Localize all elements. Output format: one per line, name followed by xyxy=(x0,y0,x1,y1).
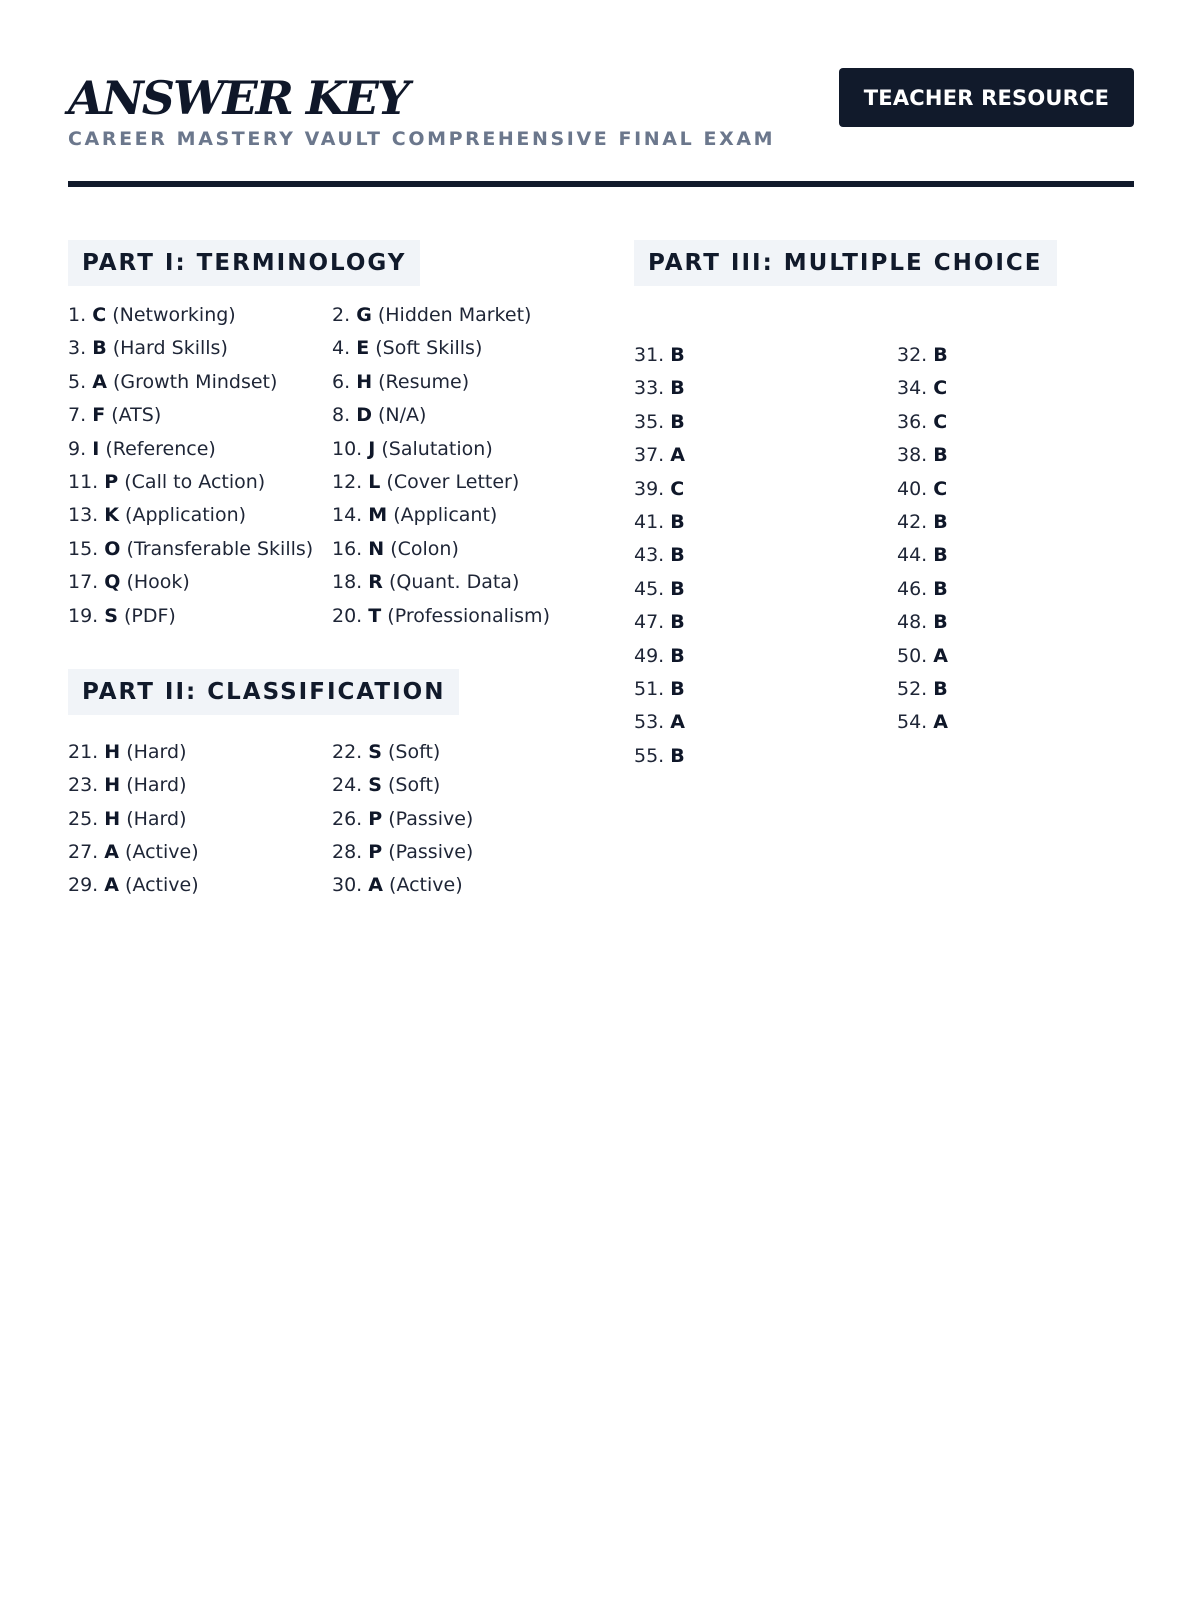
answer-term: (PDF) xyxy=(124,604,176,627)
question-number: 22. xyxy=(332,740,363,763)
answer-item xyxy=(897,342,1134,375)
question-number: 1. xyxy=(68,304,87,326)
answer-letter: A xyxy=(104,841,119,864)
question-number: 21. xyxy=(68,740,99,763)
question-number: 55. xyxy=(634,744,665,767)
question-number: 47. xyxy=(634,611,665,634)
question-number: 20. xyxy=(332,604,363,627)
answer-key-page xyxy=(68,0,1134,897)
answer-letter: H xyxy=(356,370,373,393)
part3-heading: PART III: MULTIPLE CHOICE xyxy=(634,240,1057,286)
question-number: 37. xyxy=(634,444,665,467)
answer-item xyxy=(68,369,332,402)
question-number: 40. xyxy=(897,477,928,500)
question-number: 38. xyxy=(897,444,928,467)
answer-letter: B xyxy=(933,577,948,600)
answer-item xyxy=(634,576,897,609)
answer-letter: C xyxy=(933,377,948,400)
answer-item xyxy=(634,643,897,676)
answer-item xyxy=(68,335,332,368)
question-number: 9. xyxy=(68,437,87,460)
question-number: 30. xyxy=(332,874,363,897)
question-number: 29. xyxy=(68,874,99,897)
answer-letter: B xyxy=(670,644,685,667)
answer-letter: B xyxy=(92,337,107,360)
question-number: 49. xyxy=(634,644,665,667)
answer-item xyxy=(332,302,588,335)
answer-item xyxy=(332,536,588,569)
answer-item xyxy=(634,743,897,776)
answer-item xyxy=(897,576,1134,609)
answer-letter: A xyxy=(670,711,685,734)
answer-item xyxy=(897,442,1134,475)
answer-item xyxy=(897,709,1134,742)
question-number: 33. xyxy=(634,377,665,400)
answer-letter: A xyxy=(368,874,383,897)
answer-item xyxy=(332,436,588,469)
question-number: 31. xyxy=(634,344,665,366)
answer-item xyxy=(634,409,897,442)
answer-letter: C xyxy=(933,410,948,433)
answer-item xyxy=(332,502,588,535)
answer-term: (Application) xyxy=(125,504,247,527)
answer-letter: S xyxy=(368,774,382,797)
answer-term: (Networking) xyxy=(112,304,236,326)
answer-letter: P xyxy=(104,470,119,493)
answer-item xyxy=(332,369,588,402)
answer-letter: B xyxy=(933,544,948,567)
answer-term: (ATS) xyxy=(111,404,162,427)
answer-letter: F xyxy=(92,404,106,427)
answer-item xyxy=(68,872,332,905)
question-number: 14. xyxy=(332,504,363,527)
teacher-resource-badge: TEACHER RESOURCE xyxy=(839,68,1134,127)
question-number: 50. xyxy=(897,644,928,667)
question-number: 45. xyxy=(634,577,665,600)
answer-letter: H xyxy=(104,807,121,830)
question-number: 6. xyxy=(332,370,351,393)
question-number: 15. xyxy=(68,537,99,560)
answer-item xyxy=(332,469,588,502)
answer-item xyxy=(68,469,332,502)
answer-term: (Resume) xyxy=(378,370,470,393)
answer-letter: O xyxy=(104,537,121,560)
question-number: 44. xyxy=(897,544,928,567)
question-number: 19. xyxy=(68,604,99,627)
answer-item xyxy=(897,509,1134,542)
page-header xyxy=(68,0,1134,188)
question-number: 54. xyxy=(897,711,928,734)
answer-letter: B xyxy=(670,577,685,600)
answer-item xyxy=(332,603,588,636)
answer-item xyxy=(68,806,332,839)
answer-letter: J xyxy=(368,437,376,460)
answer-term: (Hook) xyxy=(126,571,190,594)
answer-letter: E xyxy=(356,337,370,360)
question-number: 34. xyxy=(897,377,928,400)
answer-item xyxy=(332,839,588,872)
question-number: 5. xyxy=(68,370,87,393)
answer-term: (N/A) xyxy=(378,404,427,427)
answer-letter: S xyxy=(104,604,118,627)
part2-answer-list xyxy=(68,739,588,906)
answer-letter: N xyxy=(368,537,385,560)
answer-item xyxy=(68,772,332,805)
answer-letter: M xyxy=(368,504,388,527)
question-number: 11. xyxy=(68,470,99,493)
answer-term: (Hidden Market) xyxy=(377,304,532,326)
answer-item xyxy=(68,302,332,335)
question-number: 26. xyxy=(332,807,363,830)
answer-letter: B xyxy=(933,344,948,366)
question-number: 28. xyxy=(332,841,363,864)
question-number: 48. xyxy=(897,611,928,634)
part1-heading: PART I: TERMINOLOGY xyxy=(68,240,420,286)
answer-item xyxy=(68,502,332,535)
answer-letter: A xyxy=(933,644,948,667)
answer-term: (Passive) xyxy=(388,841,474,864)
part2-heading: PART II: CLASSIFICATION xyxy=(68,669,459,715)
question-number: 52. xyxy=(897,677,928,700)
answer-item xyxy=(332,335,588,368)
answer-item xyxy=(68,402,332,435)
question-number: 2. xyxy=(332,304,351,326)
answer-term: (Professionalism) xyxy=(387,604,550,627)
question-number: 23. xyxy=(68,774,99,797)
answer-letter: B xyxy=(933,677,948,700)
answer-letter: K xyxy=(104,504,119,527)
left-column xyxy=(68,240,588,906)
answer-term: (Soft Skills) xyxy=(375,337,483,360)
answer-term: (Passive) xyxy=(388,807,474,830)
question-number: 16. xyxy=(332,537,363,560)
part1-section xyxy=(68,240,588,636)
answer-item xyxy=(634,509,897,542)
answer-item xyxy=(634,442,897,475)
question-number: 10. xyxy=(332,437,363,460)
answer-letter: S xyxy=(368,740,382,763)
question-number: 3. xyxy=(68,337,87,360)
answer-term: (Active) xyxy=(125,841,199,864)
question-number: 4. xyxy=(332,337,351,360)
answer-letter: C xyxy=(92,304,107,326)
answer-letter: G xyxy=(356,304,372,326)
question-number: 53. xyxy=(634,711,665,734)
answer-letter: B xyxy=(670,410,685,433)
answer-item xyxy=(68,739,332,772)
answer-term: (Growth Mindset) xyxy=(112,370,278,393)
answer-term: (Call to Action) xyxy=(124,470,266,493)
answer-item xyxy=(332,872,588,905)
answer-item xyxy=(332,402,588,435)
right-column xyxy=(634,240,1134,776)
answer-letter: R xyxy=(368,571,383,594)
answer-letter: P xyxy=(368,807,383,830)
answer-item xyxy=(634,342,897,375)
answer-item xyxy=(897,409,1134,442)
answer-letter: C xyxy=(933,477,948,500)
answer-term: (Colon) xyxy=(390,537,459,560)
part1-answer-list xyxy=(68,302,588,636)
answer-term: (Hard) xyxy=(126,774,187,797)
answer-term: (Quant. Data) xyxy=(388,571,520,594)
answer-letter: D xyxy=(356,404,372,427)
answer-item xyxy=(897,542,1134,575)
answer-term: (Salutation) xyxy=(381,437,493,460)
answer-term: (Transferable Skills) xyxy=(126,537,314,560)
question-number: 17. xyxy=(68,571,99,594)
answer-item xyxy=(897,676,1134,709)
answer-term: (Soft) xyxy=(388,740,441,763)
question-number: 46. xyxy=(897,577,928,600)
answer-item xyxy=(68,839,332,872)
part3-answer-list xyxy=(634,342,1134,776)
answer-letter: A xyxy=(92,370,107,393)
question-number: 35. xyxy=(634,410,665,433)
answer-item xyxy=(68,436,332,469)
answer-item xyxy=(897,476,1134,509)
answer-term: (Active) xyxy=(125,874,199,897)
question-number: 25. xyxy=(68,807,99,830)
answer-letter: B xyxy=(670,510,685,533)
question-number: 12. xyxy=(332,470,363,493)
page-subtitle: CAREER MASTERY VAULT COMPREHENSIVE FINAL EXAM xyxy=(68,128,776,150)
answer-letter: A xyxy=(933,711,948,734)
answer-term: (Active) xyxy=(389,874,463,897)
answer-letter: H xyxy=(104,740,121,763)
question-number: 39. xyxy=(634,477,665,500)
answer-item xyxy=(897,643,1134,676)
question-number: 27. xyxy=(68,841,99,864)
answer-letter: H xyxy=(104,774,121,797)
answer-letter: T xyxy=(368,604,382,627)
answer-item xyxy=(634,676,897,709)
header-divider xyxy=(68,181,1134,187)
answer-item xyxy=(634,375,897,408)
answer-item xyxy=(634,542,897,575)
answer-letter: B xyxy=(670,544,685,567)
question-number: 8. xyxy=(332,404,351,427)
answer-term: (Reference) xyxy=(105,437,216,460)
answer-item xyxy=(68,603,332,636)
answer-item xyxy=(634,709,897,742)
answer-letter: I xyxy=(92,437,100,460)
question-number: 18. xyxy=(332,571,363,594)
answer-letter: B xyxy=(670,344,685,366)
answer-letter: A xyxy=(104,874,119,897)
answer-letter: C xyxy=(670,477,685,500)
question-number: 24. xyxy=(332,774,363,797)
answer-item xyxy=(897,375,1134,408)
question-number: 32. xyxy=(897,344,928,366)
part2-section xyxy=(68,669,588,906)
answer-term: (Hard Skills) xyxy=(112,337,228,360)
answer-item xyxy=(332,739,588,772)
answer-term: (Applicant) xyxy=(393,504,498,527)
answer-term: (Hard) xyxy=(126,807,187,830)
answer-item xyxy=(332,569,588,602)
question-number: 7. xyxy=(68,404,87,427)
answer-item xyxy=(897,609,1134,642)
answer-term: (Soft) xyxy=(388,774,441,797)
answer-letter: B xyxy=(933,611,948,634)
question-number: 36. xyxy=(897,410,928,433)
question-number: 43. xyxy=(634,544,665,567)
answer-letter: B xyxy=(933,444,948,467)
question-number: 51. xyxy=(634,677,665,700)
answer-letter: Q xyxy=(104,571,121,594)
answer-item xyxy=(68,536,332,569)
answer-term: (Hard) xyxy=(126,740,187,763)
question-number: 42. xyxy=(897,510,928,533)
answer-item xyxy=(634,609,897,642)
answer-letter: B xyxy=(670,677,685,700)
answer-letter: P xyxy=(368,841,383,864)
answer-letter: L xyxy=(368,470,381,493)
answer-item xyxy=(332,772,588,805)
answer-item xyxy=(634,476,897,509)
question-number: 41. xyxy=(634,510,665,533)
answer-term: (Cover Letter) xyxy=(386,470,520,493)
answer-item xyxy=(68,569,332,602)
answer-letter: B xyxy=(670,744,685,767)
answer-item xyxy=(332,806,588,839)
answer-letter: A xyxy=(670,444,685,467)
answer-letter: B xyxy=(670,377,685,400)
part3-section xyxy=(634,240,1134,776)
answer-letter: B xyxy=(670,611,685,634)
page-title: ANSWER KEY xyxy=(68,71,408,125)
answer-letter: B xyxy=(933,510,948,533)
question-number: 13. xyxy=(68,504,99,527)
